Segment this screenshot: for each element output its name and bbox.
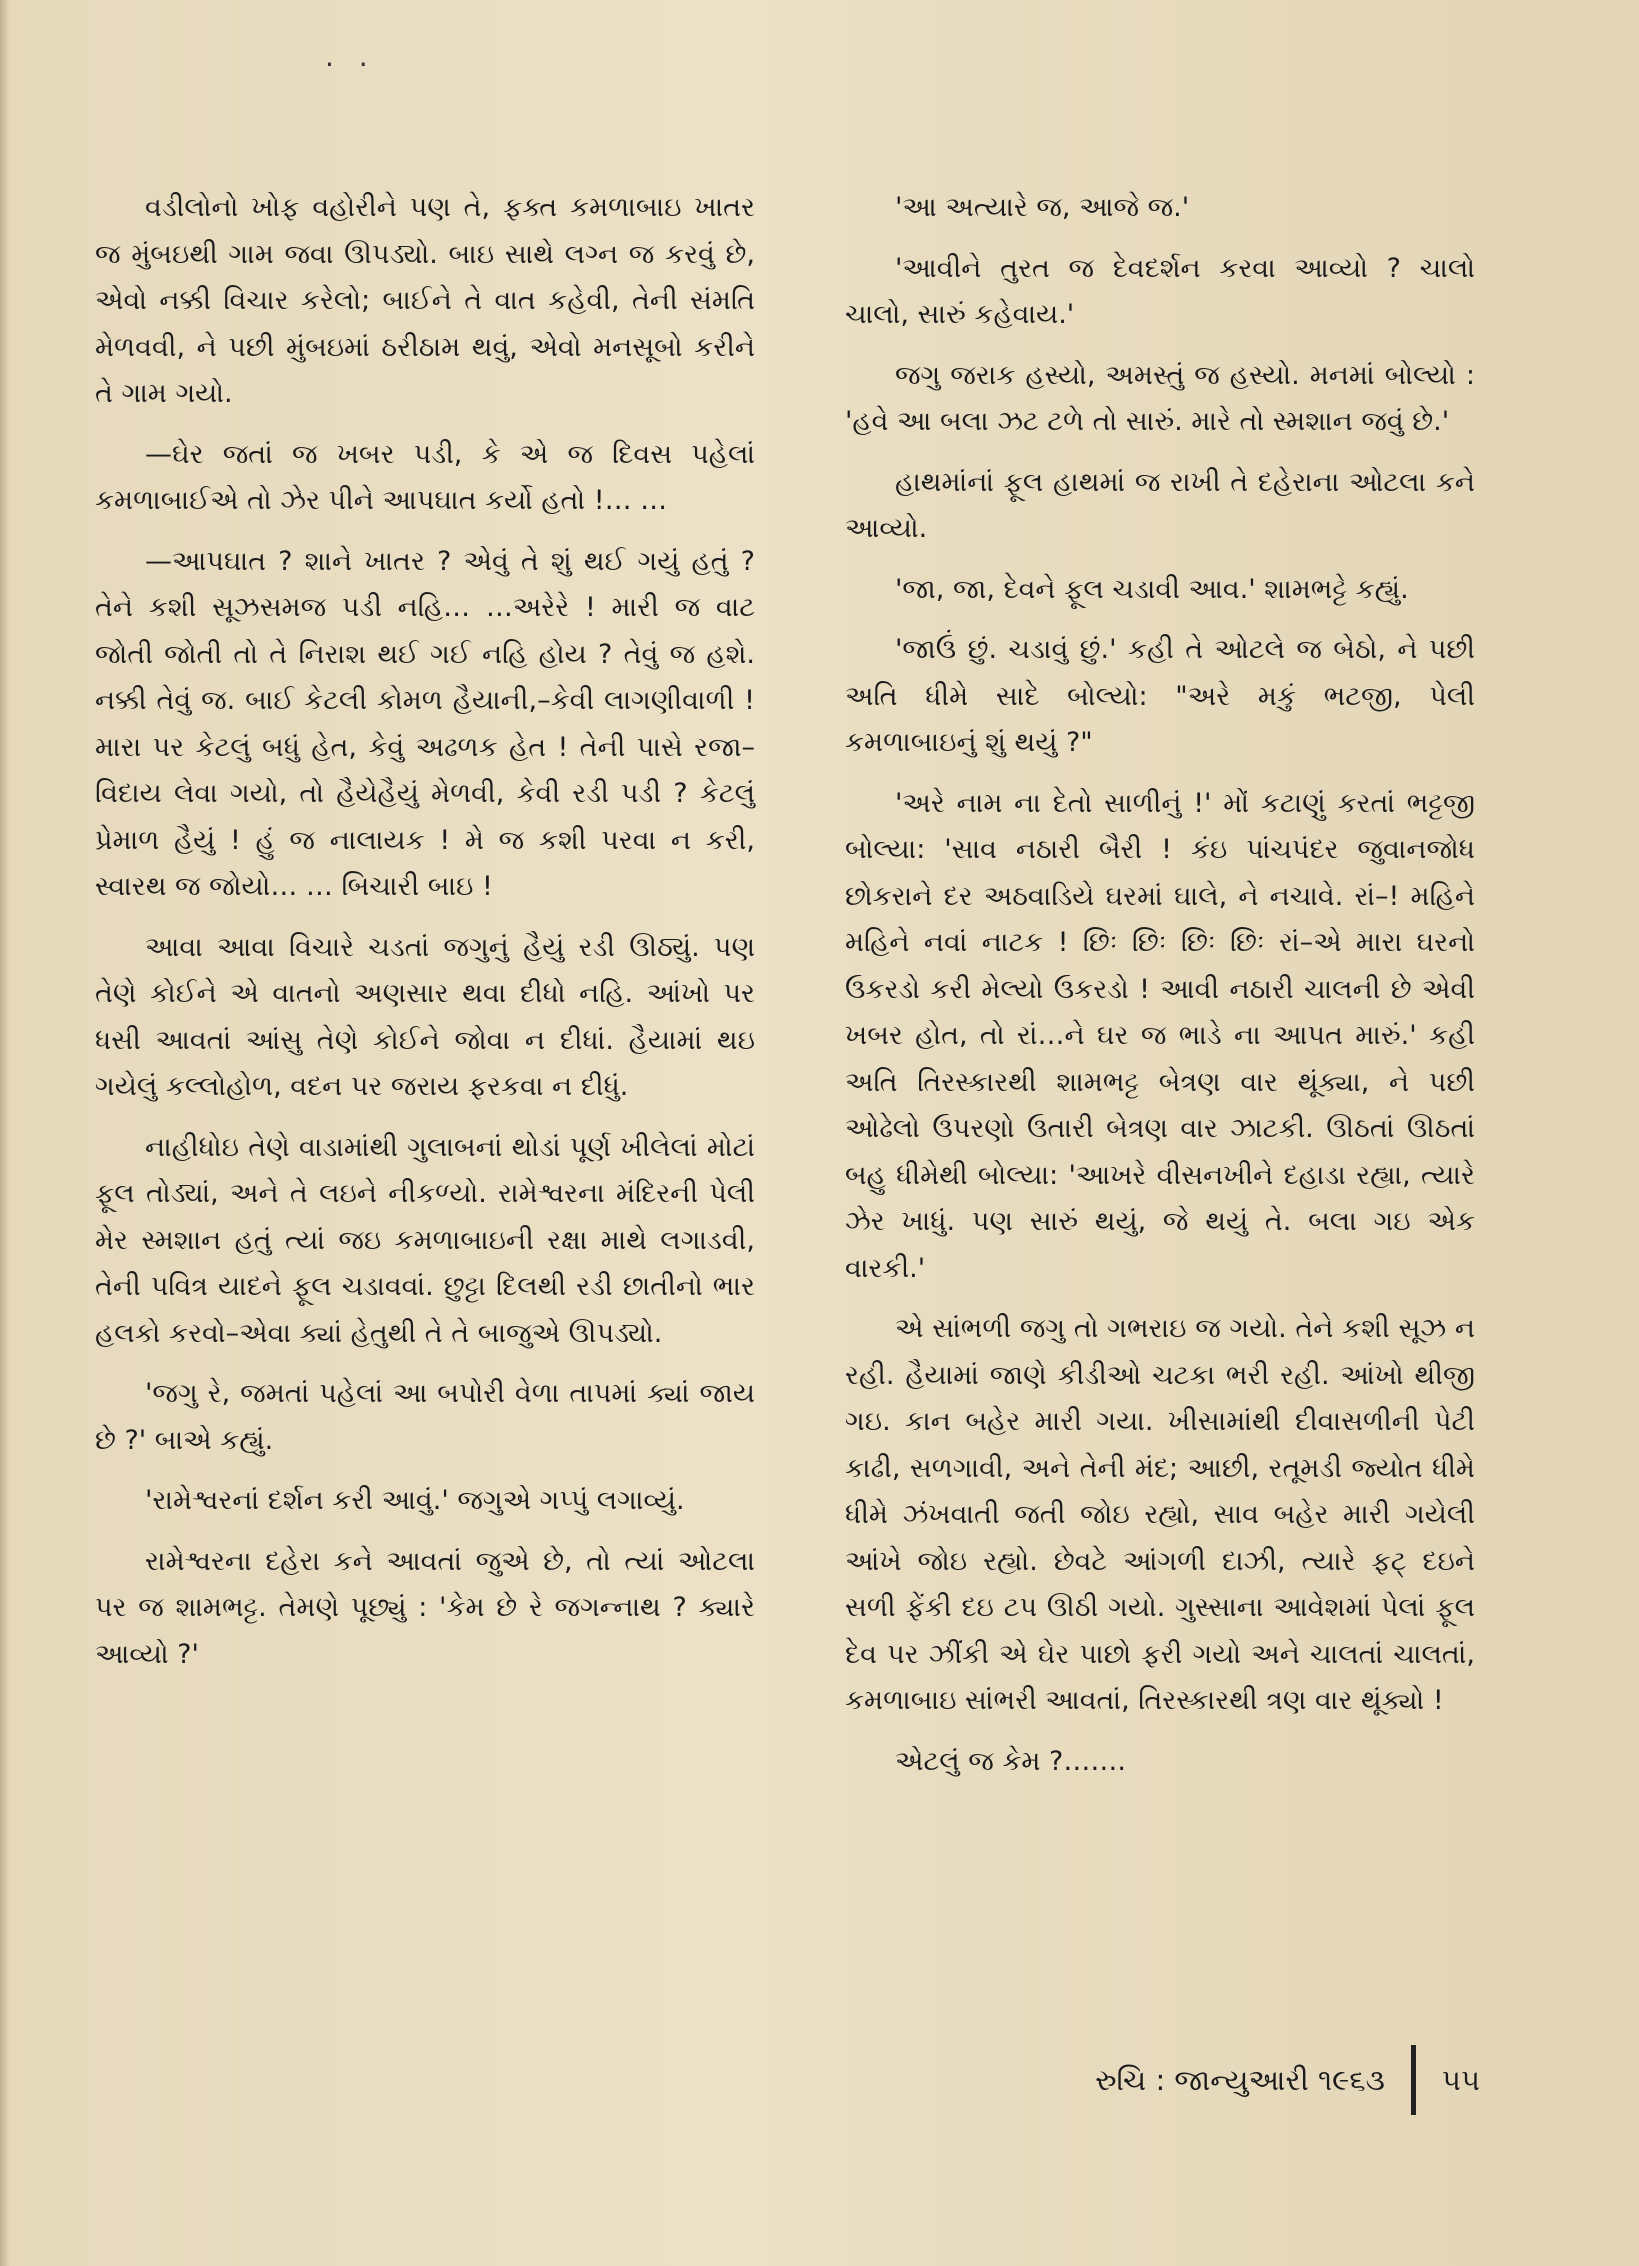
left-column — [95, 185, 755, 1692]
right-paragraph-6: 'જાઉં છું. ચડાવું છું.' કહી તે ઓટલે જ બેઠો, ને પછી અતિ ધીમે સાદે બોલ્યો: "અરે મકું ભટજી, પેલી કમળાબાઇનું શું થયું ?" — [845, 634, 1475, 758]
right-paragraph-4: હાથમાંનાં ફૂલ હાથમાં જ રાખી તે દહેરાના ઓટલા કને આવ્યો. — [845, 466, 1475, 544]
left-paragraph-2: —ઘેર જતાં જ ખબર પડી, કે એ જ દિવસ પહેલાં કમળાબાઈએ તો ઝેર પીને આપઘાત કર્યો હતો !… … — [95, 438, 755, 516]
right-paragraph-3: જગુ જરાક હસ્યો, અમસ્તું જ હસ્યો. મનમાં બોલ્યો : 'હવે આ બલા ઝટ ટળે તો સારું. મારે તો સ્મશાન જવું છે.' — [845, 359, 1475, 437]
left-paragraph-5: નાહીધોઇ તેણે વાડામાંથી ગુલાબનાં થોડાં પૂર્ણ ખીલેલાં મોટાં ફૂલ તોડ્યાં, અને તે લઇને નીકળ્યો. રામેશ્વરના મંદિરની પેલી મેર સ્મશાન હતું ત્યાં જઇ કમળાબાઇની રક્ષા માથે લગાડવી, તેની પવિત્ર યાદને ફૂલ ચડાવવાં. છુટ્ટા દિલથી રડી છાતીનો ભાર હલકો કરવો–એવા ક્યાં હેતુથી તે તે બાજુએ ઊપડ્યો. — [95, 1131, 755, 1349]
left-paragraph-3: —આપઘાત ? શાને ખાતર ? એવું તે શું થઈ ગયું હતું ? તેને કશી સૂઝસમજ પડી નહિ… …અરેરે ! મારી જ વાટ જોતી જોતી તો તે નિરાશ થઈ ગઈ નહિ હોય ? તેવું જ હશે. નક્કી તેવું જ. બાઈ કેટલી કોમળ હૈયાની,–કેવી લાગણીવાળી ! મારા પર કેટલું બધું હેત, કેવું અઢળક હેત ! તેની પાસે રજા–વિદાય લેવા ગયો, તો હૈયેહૈયું મેળવી, કેવી રડી પડી ? કેટલું પ્રેમાળ હૈયું ! હું જ નાલાયક ! મે જ કશી પરવા ન કરી, સ્વારથ જ જોયો… … બિચારી બાઇ ! — [95, 545, 755, 902]
header-dots: . . — [325, 40, 376, 73]
left-paragraph-1: વડીલોનો ખોફ વહોરીને પણ તે, ફક્ત કમળાબાઇ ખાતર જ મુંબઇથી ગામ જવા ઊપડ્યો. બાઇ સાથે લગ્ન જ કરવું છે, એવો નક્કી વિચાર કરેલો; બાઈને તે વાત કહેવી, તેની સંમતિ મેળવવી, ને પછી મુંબઇમાં ઠરીઠામ થવું, એવો મનસૂબો કરીને તે ગામ ગયો. — [95, 192, 755, 409]
right-paragraph-5: 'જા, જા, દેવને ફૂલ ચડાવી આવ.' શામભટ્ટે કહ્યું. — [895, 573, 1409, 605]
right-paragraph-9: એટલું જ કેમ ?……. — [895, 1745, 1126, 1777]
page-edge-shadow — [0, 0, 10, 2266]
left-paragraph-4: આવા આવા વિચારે ચડતાં જગુનું હૈયું રડી ઊઠ્યું. પણ તેણે કોઈને એ વાતનો અણસાર થવા દીધો નહિ. આંખો પર ધસી આવતાં આંસુ તેણે કોઈને જોવા ન દીધાં. હૈયામાં થઇ ગયેલું કલ્લોહોળ, વદન પર જરાય ફરકવા ન દીધું. — [95, 931, 755, 1102]
page-number: ૫૫ — [1441, 2062, 1480, 2097]
left-paragraph-8: રામેશ્વરના દહેરા કને આવતાં જુએ છે, તો ત્યાં ઓટલા પર જ શામભટ્ટ. તેમણે પૂછ્યું : 'કેમ છે રે જગન્નાથ ? ક્યારે આવ્યો ?' — [95, 1545, 755, 1670]
right-column — [845, 185, 1475, 1799]
left-paragraph-7: 'રામેશ્વરનાં દર્શન કરી આવું.' જગુએ ગપ્પું લગાવ્યું. — [145, 1485, 685, 1516]
right-paragraph-2: 'આવીને તુરત જ દેવદર્શન કરવા આવ્યો ? ચાલો ચાલો, સારું કહેવાય.' — [845, 252, 1475, 330]
journal-issue: રુચિ : જાન્યુઆરી ૧૯૬૩ — [1095, 2062, 1385, 2097]
right-paragraph-1: 'આ અત્યારે જ, આજે જ.' — [895, 192, 1190, 223]
footer-divider — [1411, 2045, 1416, 2115]
page-footer — [1010, 2045, 1480, 2115]
right-paragraph-7: 'અરે નામ ના દેતો સાળીનું !' મોં કટાણું કરતાં ભટ્ટજી બોલ્યા: 'સાવ નઠારી બૈરી ! કંઇ પાંચપંદર જુવાનજોધ છોકરાને દર અઠવાડિયે ઘરમાં ઘાલે, ને નચાવે. રાં–! મહિને મહિને નવાં નાટક ! છિઃ છિઃ છિઃ છિઃ રાં–એ મારા ઘરનો ઉકરડો કરી મેલ્યો ઉકરડો ! આવી નઠારી ચાલની છે એવી ખબર હોત, તો રાં…ને ઘર જ ભાડે ના આપત મારું.' કહી અતિ તિરસ્કારથી શામભટ્ટ બેત્રણ વાર થૂંક્યા, ને પછી ઓઢેલો ઉપરણો ઉતારી બેત્રણ વાર ઝાટકી. ઊઠતાં ઊઠતાં બહુ ધીમેથી બોલ્યા: 'આખરે વીસનખીને દહાડા રહ્યા, ત્યારે ઝેર ખાધું. પણ સારું થયું, જે થયું તે. બલા ગઇ એક વારકી.' — [845, 787, 1475, 1284]
right-paragraph-8: એ સાંભળી જગુ તો ગભરાઇ જ ગયો. તેને કશી સૂઝ ન રહી. હૈયામાં જાણે કીડીઓ ચટકા ભરી રહી. આંખો થીજી ગઇ. કાન બહેર મારી ગયા. ખીસામાંથી દીવાસળીની પેટી કાઢી, સળગાવી, અને તેની મંદ; આછી, રતૂમડી જ્યોત ધીમે ધીમે ઝંખવાતી જતી જોઇ રહ્યો, સાવ બહેર મારી ગયેલી આંખે જોઇ રહ્યો. છેવટે આંગળી દાઝી, ત્યારે ફટ્ દઇને સળી ફેંકી દઇ ટપ ઊઠી ગયો. ગુસ્સાના આવેશમાં પેલાં ફૂલ દેવ પર ઝીંકી એ ઘેર પાછો ફરી ગયો અને ચાલતાં ચાલતાં, કમળાબાઇ સાંભરી આવતાં, તિરસ્કારથી ત્રણ વાર થૂંક્યો ! — [845, 1313, 1475, 1716]
left-paragraph-6: 'જગુ રે, જમતાં પહેલાં આ બપોરી વેળા તાપમાં ક્યાં જાય છે ?' બાએ કહ્યું. — [95, 1378, 755, 1456]
